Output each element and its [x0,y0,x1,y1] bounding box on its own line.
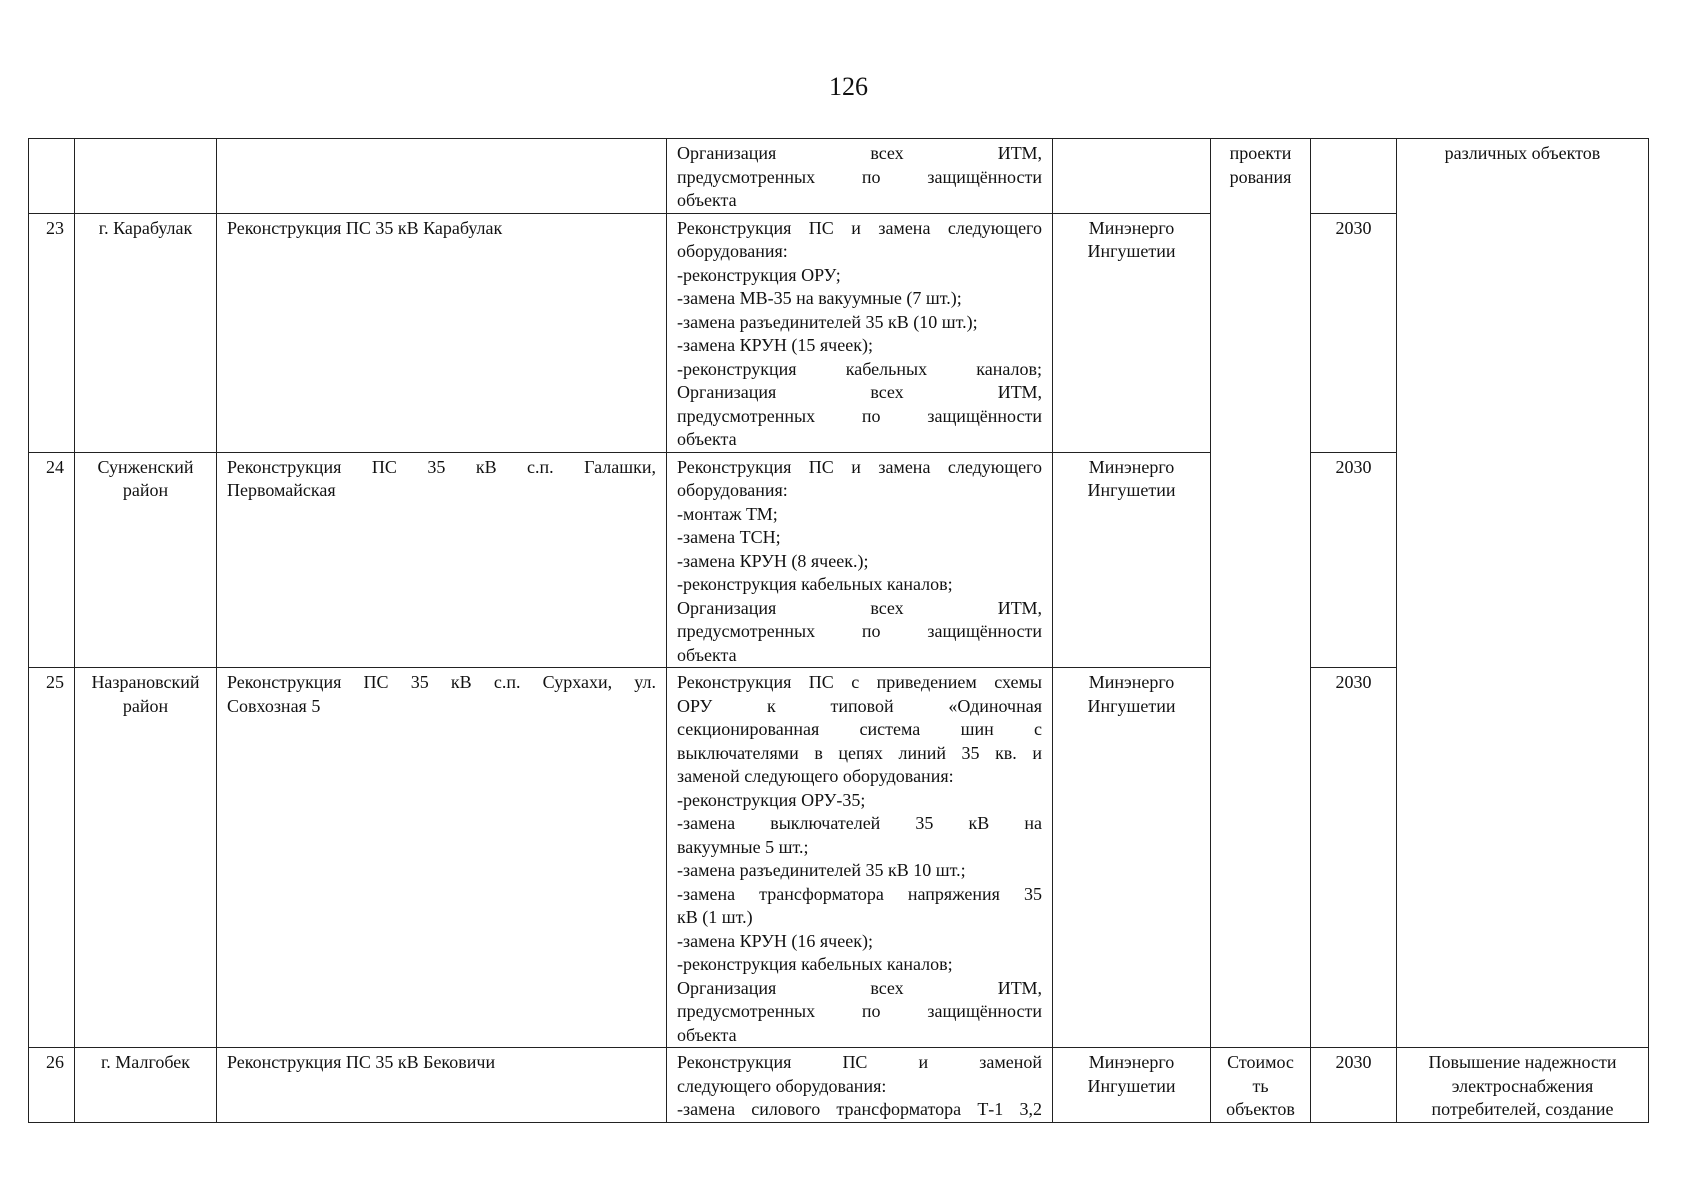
description-line: Организация всех ИТМ, [677,597,1042,618]
description-line: -реконструкция ОРУ-35; [677,789,866,810]
description-line: -реконструкция ОРУ; [677,264,841,285]
description-line: -замена выключателей 35 кВ на [677,813,1042,833]
description-line: Организация всех ИТМ, [677,977,1042,998]
cell-year: 2030 [1311,213,1397,452]
funding-type-line: объектов [1226,1099,1295,1119]
cell-description [667,139,1053,214]
description-line: -замена КРУН (15 ячеек); [677,335,873,355]
object-name-line: Совхозная 5 [227,695,321,716]
description-line: -замена разъединителей 35 кВ (10 шт.); [677,311,978,332]
cell-number: 26 [29,1048,75,1123]
description-line: -замена КРУН (16 ячеек); [677,930,873,951]
cell-executor [1053,668,1211,1048]
description-line: -реконструкция кабельных каналов; [677,954,953,974]
description-line: объекта [677,644,737,665]
cell-executor [1053,139,1211,214]
funding-type-line: ть [1252,1075,1269,1096]
object-name-line: Реконструкция ПС 35 кВ Бековичи [227,1052,496,1072]
location-line: г. Малгобек [100,1052,191,1072]
description-line: оборудования: [677,480,788,500]
cell-description [667,452,1053,668]
cell-object-name [217,668,667,1048]
description-line: Реконструкция ПС с приведением схемы [677,672,1042,692]
cell-year: 2030 [1311,452,1397,668]
description-line: -замена разъединителей 35 кВ 10 шт.; [677,860,966,880]
investment-program-table [28,138,1649,1123]
cell-year: 2030 [1311,1048,1397,1123]
goal-line: электроснабжения [1451,1075,1594,1096]
description-line: следующего оборудования: [677,1075,887,1096]
funding-type-line: рования [1229,166,1292,187]
executor-line: Минэнерго [1088,672,1175,692]
executor-line: Минэнерго [1088,456,1175,477]
page-number: 126 [829,72,868,101]
description-line: -замена трансформатора напряжения 35 [677,883,1042,904]
goal-line: различных объектов [1444,143,1601,163]
description-line: предусмотренных по защищённости [677,405,1042,426]
cell-object-name [217,213,667,452]
cell-location [75,668,217,1048]
description-line: секционированная система шин с [677,719,1042,739]
cell-object-name [217,452,667,668]
description-line: объекта [677,1024,737,1045]
description-line: -замена КРУН (8 ячеек.); [677,550,869,571]
description-line: Реконструкция ПС и замена следующего [677,456,1042,477]
cell-year: 2030 [1311,668,1397,1048]
object-name-line: Реконструкция ПС 35 кВ с.п. Галашки, [227,456,656,477]
cell-number: 25 [29,668,75,1048]
executor-line: Ингушетии [1087,695,1176,716]
location-line: Назрановский [91,672,200,692]
cell-location [75,139,217,214]
cell-location [75,1048,217,1123]
description-line: объекта [677,190,737,210]
description-line: предусмотренных по защищённости [677,166,1042,187]
description-line: объекта [677,429,737,449]
description-line: вакуумные 5 шт.; [677,836,809,857]
funding-type-line: проекти [1229,143,1292,163]
description-line: предусмотренных по защищённости [677,621,1042,641]
description-line: -монтаж ТМ; [677,503,778,524]
description-line: выключателями в цепях линий 35 кв. и [677,742,1042,763]
description-line: заменой следующего оборудования: [677,766,954,786]
description-line: кВ (1 шт.) [677,907,753,927]
executor-line: Ингушетии [1087,241,1176,261]
cell-year [1311,139,1397,214]
cell-description [667,1048,1053,1123]
cell-description [667,213,1053,452]
description-line: -реконструкция кабельных каналов; [677,358,1042,379]
description-line: Организация всех ИТМ, [677,382,1042,402]
cell-funding-type [1211,1048,1311,1123]
cell-description [667,668,1053,1048]
cell-executor [1053,452,1211,668]
cell-number: 23 [29,213,75,452]
cell-executor [1053,1048,1211,1123]
location-line: г. Карабулак [98,217,193,238]
location-line: Сунженский [97,456,194,477]
description-line: -замена ТСН; [677,527,781,547]
goal-line: потребителей, создание [1431,1099,1614,1119]
cell-goal [1397,1048,1649,1123]
cell-location [75,452,217,668]
funding-type-line: Стоимос [1227,1052,1294,1072]
table-row [29,1048,1649,1123]
description-line: -замена МВ-35 на вакуумные (7 шт.); [677,288,962,308]
description-line: -реконструкция кабельных каналов; [677,574,953,594]
object-name-line: Первомайская [227,480,336,500]
cell-object-name [217,139,667,214]
description-line: Реконструкция ПС и замена следующего [677,217,1042,238]
description-line: -замена силового трансформатора Т-1 3,2 [677,1099,1042,1119]
object-name-line: Реконструкция ПС 35 кВ с.п. Сурхахи, ул. [227,672,656,692]
cell-funding-type [1211,139,1311,1048]
cell-goal [1397,139,1649,1048]
description-line: предусмотренных по защищённости [677,1001,1042,1021]
table-row-continuation [29,139,1649,214]
description-line: Реконструкция ПС и заменой [677,1052,1042,1072]
goal-line: Повышение надежности [1428,1052,1617,1072]
executor-line: Минэнерго [1088,1052,1175,1072]
cell-location [75,213,217,452]
executor-line: Ингушетии [1087,480,1176,500]
description-line: оборудования: [677,241,788,261]
location-line: район [122,480,169,500]
location-line: район [122,695,169,716]
executor-line: Ингушетии [1087,1075,1176,1096]
description-line: Организация всех ИТМ, [677,143,1042,163]
executor-line: Минэнерго [1088,217,1175,238]
cell-number [29,139,75,214]
object-name-line: Реконструкция ПС 35 кВ Карабулак [227,217,503,238]
cell-number: 24 [29,452,75,668]
cell-object-name [217,1048,667,1123]
cell-executor [1053,213,1211,452]
description-line: ОРУ к типовой «Одиночная [677,695,1042,716]
